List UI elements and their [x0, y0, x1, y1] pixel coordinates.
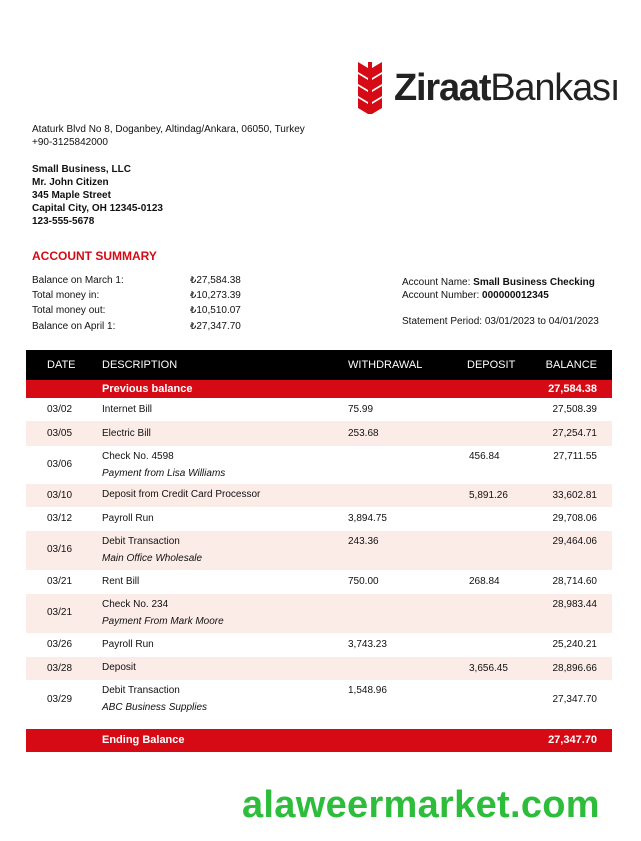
cell-value: ₺27,584.38	[190, 275, 241, 286]
cell-sub: Payment from Lisa Williams	[102, 468, 226, 479]
customer-name: Mr. John Citizen	[32, 177, 109, 188]
spacer	[26, 722, 612, 729]
cell-date: 03/26	[47, 639, 73, 650]
table-row	[26, 680, 612, 722]
cell-desc: Check No. 4598	[102, 451, 174, 462]
bank-address-block	[32, 123, 305, 149]
cell-value: ₺27,347.70	[190, 321, 241, 332]
cell-label: Previous balance	[102, 383, 193, 395]
cell-desc: Debit Transaction	[102, 685, 180, 696]
table-row	[26, 507, 612, 531]
customer-company: Small Business, LLC	[32, 164, 131, 175]
table-header	[26, 350, 612, 380]
cell-sub: ABC Business Supplies	[102, 702, 208, 713]
table-row	[26, 484, 612, 507]
cell-wd: 75.99	[348, 404, 374, 415]
cell-desc: Check No. 234	[102, 599, 169, 610]
cell-wd: 253.68	[348, 428, 379, 439]
summary-row	[32, 321, 242, 335]
cell-date: 03/02	[47, 404, 73, 415]
cell-desc: Electric Bill	[102, 428, 151, 439]
cell-number_label: Account Number:	[402, 290, 480, 301]
previous-balance-row	[26, 380, 612, 398]
cell-desc: Rent Bill	[102, 576, 140, 587]
cell-bal: 28,983.44	[552, 599, 597, 610]
cell-bal: 33,602.81	[552, 490, 597, 501]
table-row	[26, 633, 612, 657]
cell-bal: 27,508.39	[552, 404, 597, 415]
cell-wd: 750.00	[348, 576, 379, 587]
cell-dep: 3,656.45	[469, 663, 508, 674]
cell-desc: Payroll Run	[102, 513, 154, 524]
cell-bal: 27,347.70	[552, 694, 597, 705]
cell-date: 03/21	[47, 607, 73, 618]
cell-value: ₺10,510.07	[190, 305, 241, 316]
cell-date: 03/10	[47, 490, 73, 501]
cell-description: DESCRIPTION	[102, 359, 178, 371]
bank-phone: +90-3125842000	[32, 137, 108, 148]
bank-address: Ataturk Blvd No 8, Doganbey, Altindag/Ankara, 06050, Turkey	[32, 124, 305, 135]
cell-bal: 29,464.06	[552, 536, 597, 547]
bank-name	[394, 69, 619, 107]
cell-label: Total money out:	[32, 305, 106, 316]
cell-dep: 456.84	[469, 451, 500, 462]
cell-desc: Deposit from Credit Card Processor	[102, 489, 261, 500]
table-row	[26, 398, 612, 421]
cell-desc: Payroll Run	[102, 639, 154, 650]
cell-dep: 268.84	[469, 576, 500, 587]
summary-title: ACCOUNT SUMMARY	[32, 249, 157, 263]
table-row	[26, 657, 612, 680]
statement-period: Statement Period: 03/01/2023 to 04/01/2023	[402, 316, 599, 327]
account-name	[402, 277, 595, 288]
cell-bal: 29,708.06	[552, 513, 597, 524]
wheat-logo-icon	[356, 60, 384, 116]
cell-balance: 27,347.70	[548, 734, 597, 746]
table-row	[26, 531, 612, 570]
cell-label: Ending Balance	[102, 734, 185, 746]
cell-label: Total money in:	[32, 290, 100, 301]
customer-phone: 123-555-5678	[32, 216, 95, 227]
cell-value: ₺10,273.39	[190, 290, 241, 301]
cell-sub: Payment From Mark Moore	[102, 616, 224, 627]
cell-label: Balance on April 1:	[32, 321, 116, 332]
account-number	[402, 290, 549, 301]
cell-name_bold: Ziraat	[394, 67, 491, 109]
cell-bal: 28,714.60	[552, 576, 597, 587]
cell-desc: Internet Bill	[102, 404, 153, 415]
cell-wd: 243.36	[348, 536, 379, 547]
cell-date: 03/29	[47, 694, 73, 705]
cell-date: 03/06	[47, 459, 73, 470]
table-row	[26, 570, 612, 594]
bank-logo	[356, 60, 619, 116]
table-row	[26, 594, 612, 633]
summary-row	[32, 305, 242, 319]
cell-date: 03/05	[47, 428, 73, 439]
cell-date: 03/16	[47, 544, 73, 555]
cell-withdrawal: WITHDRAWAL	[348, 359, 423, 371]
cell-bal: 27,711.55	[553, 451, 597, 462]
cell-name_light: Bankası	[490, 67, 620, 109]
cell-label: Balance on March 1:	[32, 275, 124, 286]
customer-city: Capital City, OH 12345-0123	[32, 203, 163, 214]
cell-desc: Deposit	[102, 662, 136, 673]
cell-sub: Main Office Wholesale	[102, 553, 203, 564]
cell-wd: 3,894.75	[348, 513, 387, 524]
customer-block	[32, 163, 163, 228]
cell-wd: 1,548.96	[348, 685, 387, 696]
cell-number_value: 000000012345	[482, 290, 549, 301]
watermark: alaweermarket.com	[242, 784, 600, 826]
cell-balance: 27,584.38	[548, 383, 597, 395]
cell-name_label: Account Name:	[402, 277, 471, 288]
cell-bal: 28,896.66	[552, 663, 597, 674]
cell-bal: 27,254.71	[552, 428, 597, 439]
cell-desc: Debit Transaction	[102, 536, 180, 547]
cell-dep: 5,891.26	[469, 490, 508, 501]
cell-name_value: Small Business Checking	[473, 277, 595, 288]
summary-row	[32, 275, 242, 289]
ending-balance-row	[26, 729, 612, 752]
summary-row	[32, 290, 242, 304]
cell-wd: 3,743.23	[348, 639, 387, 650]
cell-date: DATE	[47, 359, 76, 371]
transactions-table	[26, 350, 612, 752]
table-row	[26, 446, 612, 484]
table-row	[26, 421, 612, 446]
cell-bal: 25,240.21	[552, 639, 597, 650]
cell-date: 03/12	[47, 513, 73, 524]
cell-date: 03/21	[47, 576, 73, 587]
cell-deposit: DEPOSIT	[467, 359, 516, 371]
cell-balance: BALANCE	[545, 359, 597, 371]
customer-street: 345 Maple Street	[32, 190, 111, 201]
cell-date: 03/28	[47, 663, 73, 674]
